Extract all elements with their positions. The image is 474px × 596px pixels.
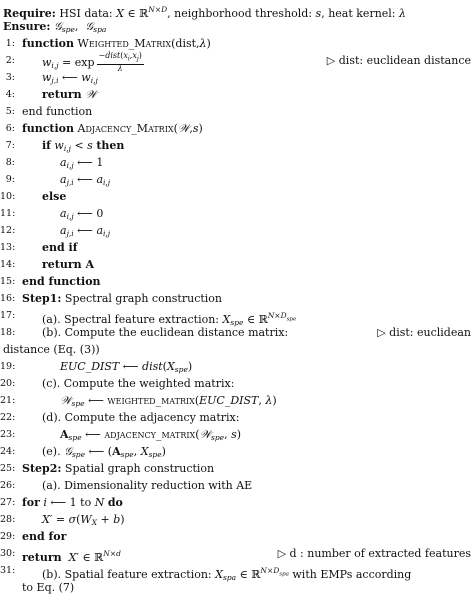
algorithm-line: 21: 𝒲$_{spe}$ ⟵ weighted_matrix(EUC_DIST, λ)	[0, 394, 277, 408]
algorithm-line: 17: (a). Spectral feature extraction: $X_{spe}$ ∈ ℝ$^{N\times D_{spe}}$	[0, 310, 297, 327]
algorithm-line: 13: end if	[0, 241, 78, 254]
end-function: end function	[22, 105, 93, 118]
algorithm-line: 19: EUC_DIST ⟵ $dist(X_{spe})$	[0, 360, 193, 374]
algorithm-line: 10: else	[0, 190, 67, 203]
algorithm-line: 5: end function	[5, 105, 93, 118]
ensure-label: Ensure:	[3, 20, 51, 33]
algorithm-line: 29: end for	[0, 530, 67, 543]
algorithm-line: distance (Eq. (3))	[3, 343, 100, 356]
algorithm-line: 27: for i ⟵ 1 to N do	[0, 496, 123, 509]
algorithm-line: 7: if $w_{i,j} < s$ then	[5, 139, 125, 153]
algorithm-line: 20: (c). Compute the weighted matrix:	[0, 377, 235, 390]
algorithm-line: 25: Step2: Spatial graph construction	[0, 462, 215, 475]
algorithm-line: 2: $w_{i,j} = \exp$ $\frac{-dist(x_i,x_j)}{\lambda}$ ▷ dist: euclidean distance	[5, 51, 471, 74]
algorithm-line: 16: Step1: Spectral graph construction	[0, 292, 222, 305]
algorithm-comment: ▷ d : number of extracted features	[277, 547, 471, 560]
algorithm-line: 22: (d). Compute the adjacency matrix:	[0, 411, 240, 424]
algorithm-line: 18: (b). Compute the euclidean distance matrix: ▷ dist: euclidean	[0, 326, 471, 339]
algorithm-line: 28: $X' = \sigma(W_X + b)$	[0, 513, 125, 527]
algorithm-line: 1: function Weighted_Matrix(dist,λ)	[5, 37, 211, 50]
algorithm-line: 23: $A_{spe}$ ⟵ adjacency_matrix(𝒲$_{spe}$, s)	[0, 428, 242, 442]
algorithm-line: 30: return X′ ∈ ℝ$^{N\times d}$ ▷ d : number of extracted features	[0, 547, 471, 564]
algorithm-line: 11: $a_{i,j}$ ⟵ 0	[0, 207, 104, 221]
algorithm-line: 14: return A	[0, 258, 95, 271]
algorithm-require: Require: HSI data: X ∈ ℝ$^{N\times D}$, neighborhood threshold: s, heat kernel: λ	[3, 5, 406, 20]
algorithm-comment: ▷ dist: euclidean	[377, 326, 471, 339]
algorithm-line: to Eq. (7)	[22, 581, 75, 594]
require-label: Require:	[3, 7, 56, 20]
algorithm-line: 9: $a_{j,i}$ ⟵ $a_{i,j}$	[5, 173, 111, 187]
algorithm-line: 31: (b). Spatial feature extraction: $X_{spa}$ ∈ ℝ$^{N\times D_{spa}}$ with EMPs according	[0, 565, 412, 582]
algorithm-line: 24: (e). 𝒢$_{spe}$ ⟵ ($A_{spe}$, $X_{spe}$)	[0, 445, 166, 459]
algorithm-line: 26: (a). Dimensionality reduction with AE	[0, 479, 253, 492]
algorithm-line: 15: end function	[0, 275, 101, 288]
algorithm-line: 6: function Adjacency_Matrix(𝒲,s)	[5, 122, 203, 135]
algorithm-line: 12: $a_{j,i}$ ⟵ $a_{i,j}$	[0, 224, 111, 238]
algorithm-line: 3: $w_{j,i}$ ⟵ $w_{i,j}$	[5, 71, 98, 85]
algorithm-line: 8: $a_{i,j}$ ⟵ 1	[5, 156, 104, 170]
algorithm-line: 4: return 𝒲	[5, 88, 97, 101]
algorithm-ensure: Ensure: 𝒢$_{spe}$, 𝒢$_{spa}$	[3, 20, 107, 34]
algorithm-comment: ▷ dist: euclidean distance	[326, 54, 471, 67]
